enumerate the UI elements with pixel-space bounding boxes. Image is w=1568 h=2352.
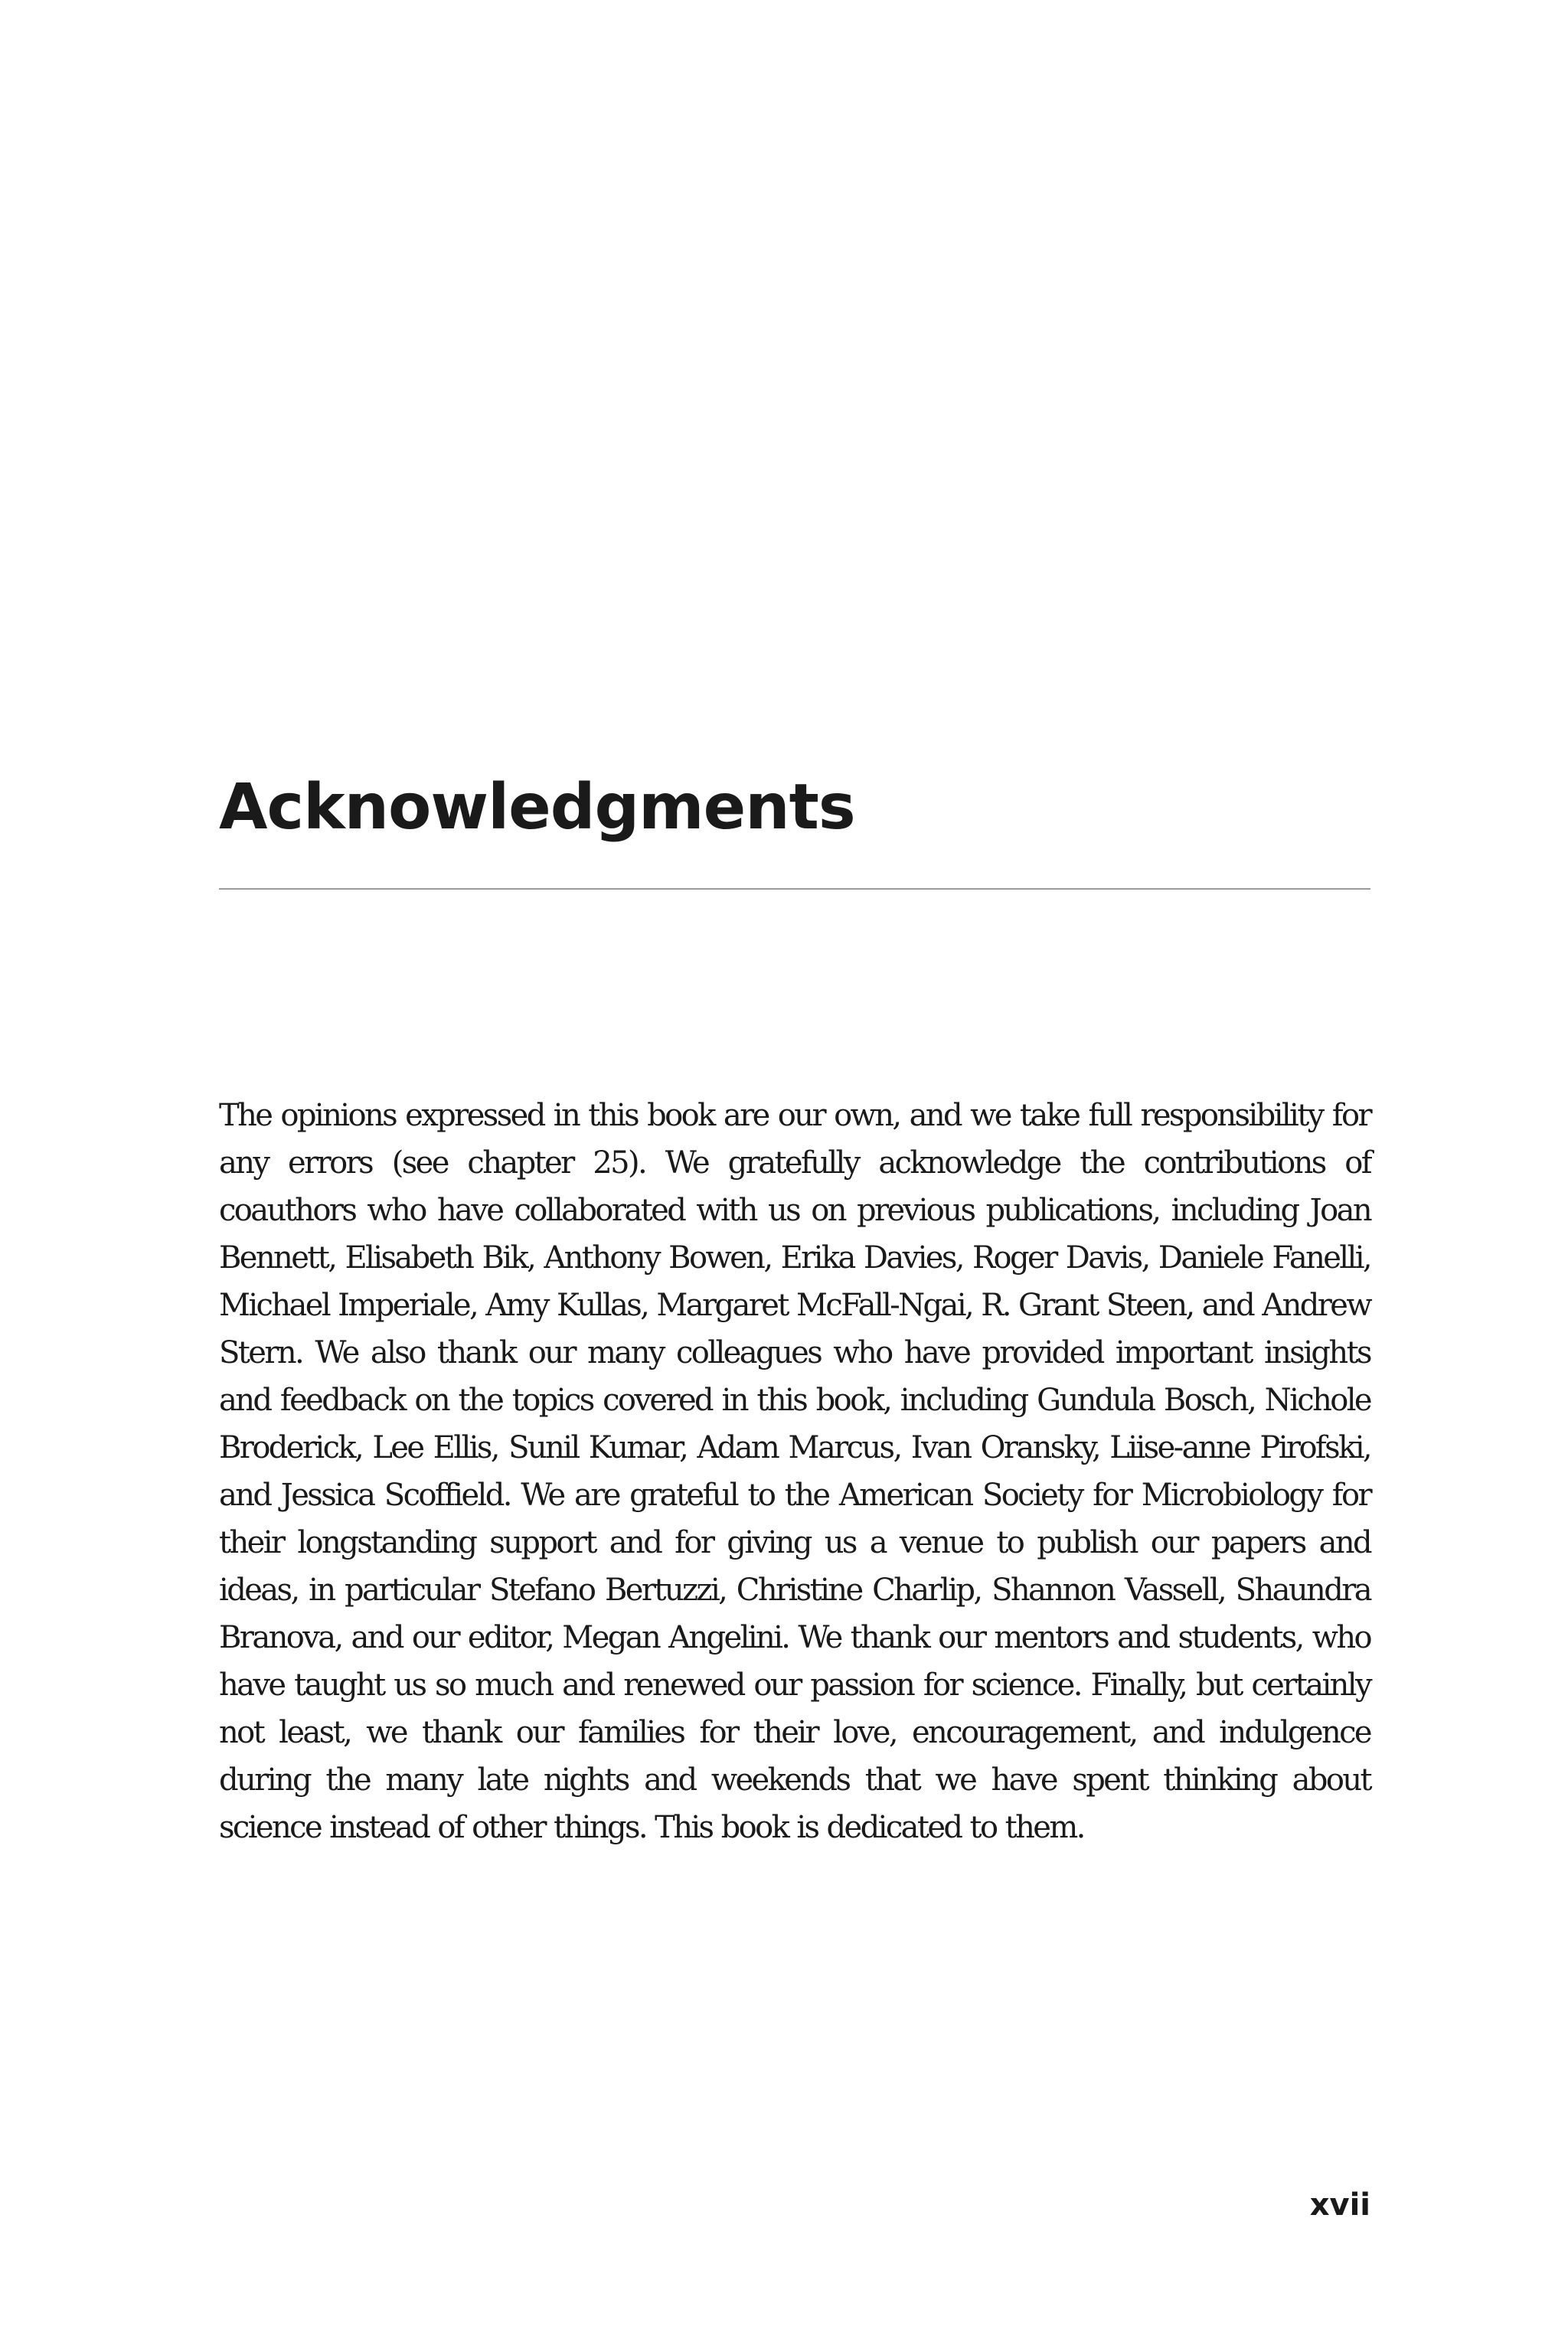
chapter-title: Acknowledgments [219, 771, 855, 844]
acknowledgments-paragraph: The opinions expressed in this book are our own, and we take full responsibility for any errors (see chapter 25). We gratefully acknowledge the contributions of coauthors who have collaborated with us on previous publications, including Joan Bennett, Elisabeth Bik, Anthony Bowen, Erika Davies, Roger Davis, Daniele Fanelli, Michael Imperiale, Amy Kullas, Margaret McFall-Ngai, R. Grant Steen, and Andrew Stern. We also thank our many colleagues who have provided important insights and feedback on the topics covered in this book, including Gundula Bosch, Nichole Broderick, Lee Ellis, Sunil Kumar, Adam Marcus, Ivan Oransky, Liise-anne Pirofski, and Jessica Scoffield. We are grateful to the American Society for Microbiology for their longstanding support and for giving us a venue to publish our papers and ideas, in particular Stefano Bertuzzi, Christine Charlip, Shannon Vassell, Shaundra Branova, and our editor, Megan Angelini. We thank our mentors and students, who have taught us so much and renewed our passion for science. Finally, but certainly not least, we thank our families for their love, encouragement, and indulgence during the many late nights and weekends that we have spent thinking about science instead of other things. This book is dedicated to them. [219, 1098, 1370, 1845]
page-number: xvii [1309, 2187, 1370, 2223]
title-divider [219, 888, 1370, 890]
